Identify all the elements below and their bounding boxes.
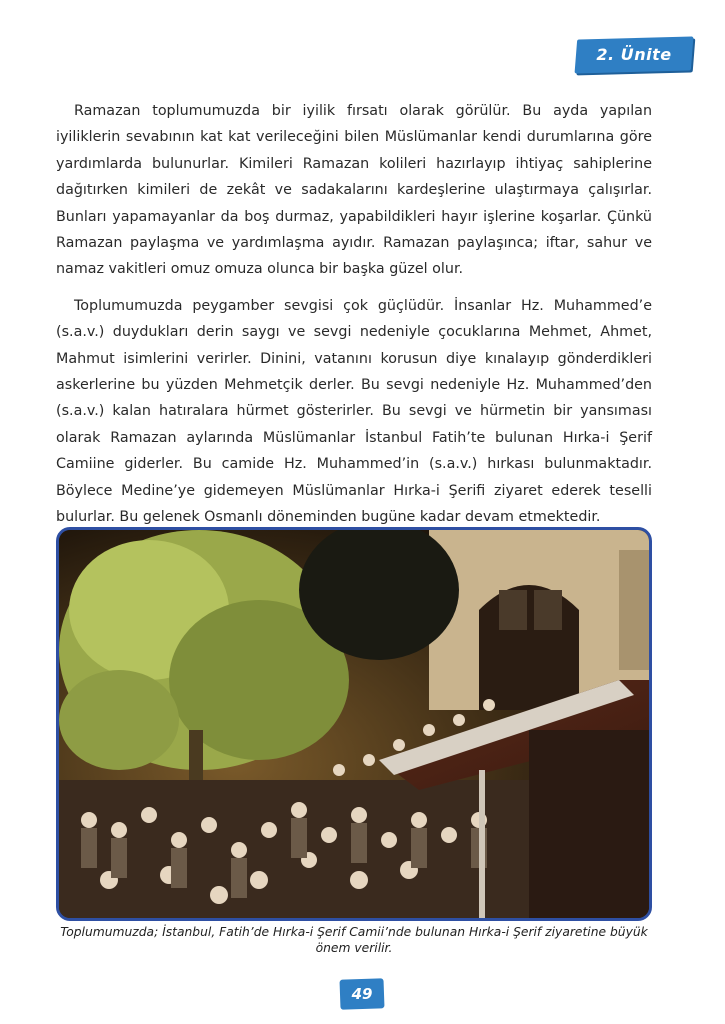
unit-badge	[575, 36, 694, 73]
figure-caption: Toplumumuzda; İstanbul, Fatih’de Hırka-i Şerif Camii’nde bulunan Hırka-i Şerif ziyaretine büyük önem verilir.	[60, 925, 648, 955]
unit-label: 2. Ünite	[596, 45, 672, 64]
page-number-badge	[339, 978, 384, 1010]
page-number: 49	[351, 985, 373, 1003]
mosque-crowd-photo	[56, 527, 652, 921]
paragraph-peygamber-sevgisi: Toplumumuzda peygamber sevgisi çok güçlüdür. İnsanlar Hz. Muhammed’e (s.a.v.) duydukları derin saygı ve sevgi nedeniyle çocuklarına Mehmet, Ahmet, Mahmut isimlerini verirler. Dinini, vatanını korusun diye kınalayıp gönderdikleri askerlerine bu yüzden Mehmetçik derler. Bu sevgi nedeniyle Hz. Muhammed’den (s.a.v.) kalan hatıralara hürmet gösterirler. Bu sevgi ve hürmetin bir yansıması olarak Ramazan aylarında Müslümanlar İstanbul Fatih’te bulunan Hırka-i Şerif Camiine giderler. Bu camide Hz. Muhammed’in (s.a.v.) hırkası bulunmaktadır. Böylece Medine’ye gidemeyen Müslümanlar Hırka-i Şerifi ziyaret ederek teselli bulurlar. Bu gelenek Osmanlı döneminden bugüne kadar devam etmektedir.	[56, 297, 652, 526]
paragraph-ramazan: Ramazan toplumumuzda bir iyilik fırsatı olarak görülür. Bu ayda yapılan iyiliklerin sevabının kat kat verileceğini bilen Müslümanlar kendi durumlarına göre yardımlarda bulunurlar. Kimileri Ramazan kolileri hazırlayıp ihtiyaç sahiplerine dağıtırken kimileri de zekât ve sadakalarını kardeşlerine ulaştırmaya çalışırlar. Bunları yapamayanlar da boş durmaz, yapabildikleri hayır işlerine koşarlar. Çünkü Ramazan paylaşma ve yardımlaşma ayıdır. Ramazan paylaşınca; iftar, sahur ve namaz vakitleri omuz omuza olunca bir başka güzel olur.	[56, 103, 652, 278]
body-text	[56, 98, 652, 541]
